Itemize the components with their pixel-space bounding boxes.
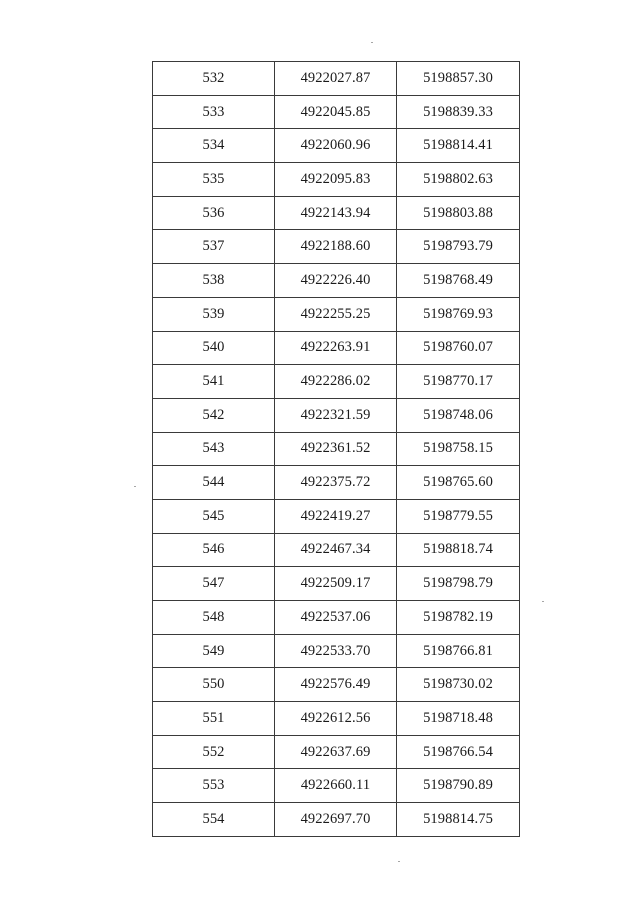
y-coordinate-cell: 5198818.74 [397, 533, 520, 567]
point-number-cell: 554 [153, 803, 275, 837]
x-coordinate-cell: 4922361.52 [275, 432, 397, 466]
table-row [153, 601, 520, 635]
table-row [153, 297, 520, 331]
x-coordinate-cell: 4922637.69 [275, 735, 397, 769]
y-coordinate-cell: 5198768.49 [397, 264, 520, 298]
point-number-cell: 547 [153, 567, 275, 601]
table-row [153, 62, 520, 96]
x-coordinate-cell: 4922255.25 [275, 297, 397, 331]
table-row [153, 769, 520, 803]
y-coordinate-cell: 5198802.63 [397, 163, 520, 197]
point-number-cell: 551 [153, 702, 275, 736]
y-coordinate-cell: 5198793.79 [397, 230, 520, 264]
x-coordinate-cell: 4922027.87 [275, 62, 397, 96]
x-coordinate-cell: 4922537.06 [275, 601, 397, 635]
point-number-cell: 533 [153, 95, 275, 129]
x-coordinate-cell: 4922533.70 [275, 634, 397, 668]
x-coordinate-cell: 4922286.02 [275, 365, 397, 399]
point-number-cell: 535 [153, 163, 275, 197]
y-coordinate-cell: 5198803.88 [397, 196, 520, 230]
x-coordinate-cell: 4922467.34 [275, 533, 397, 567]
y-coordinate-cell: 5198857.30 [397, 62, 520, 96]
x-coordinate-cell: 4922226.40 [275, 264, 397, 298]
x-coordinate-cell: 4922576.49 [275, 668, 397, 702]
y-coordinate-cell: 5198730.02 [397, 668, 520, 702]
point-number-cell: 552 [153, 735, 275, 769]
coordinate-table [152, 61, 520, 837]
y-coordinate-cell: 5198766.54 [397, 735, 520, 769]
x-coordinate-cell: 4922060.96 [275, 129, 397, 163]
y-coordinate-cell: 5198782.19 [397, 601, 520, 635]
point-number-cell: 532 [153, 62, 275, 96]
scan-speck [371, 42, 373, 43]
table-row [153, 533, 520, 567]
table-row [153, 129, 520, 163]
point-number-cell: 542 [153, 398, 275, 432]
point-number-cell: 534 [153, 129, 275, 163]
table-row [153, 331, 520, 365]
point-number-cell: 539 [153, 297, 275, 331]
point-number-cell: 548 [153, 601, 275, 635]
point-number-cell: 549 [153, 634, 275, 668]
table-row [153, 702, 520, 736]
y-coordinate-cell: 5198839.33 [397, 95, 520, 129]
point-number-cell: 553 [153, 769, 275, 803]
y-coordinate-cell: 5198770.17 [397, 365, 520, 399]
y-coordinate-cell: 5198765.60 [397, 466, 520, 500]
table-row [153, 567, 520, 601]
table-row [153, 432, 520, 466]
x-coordinate-cell: 4922321.59 [275, 398, 397, 432]
table-row [153, 230, 520, 264]
x-coordinate-cell: 4922263.91 [275, 331, 397, 365]
table-row [153, 196, 520, 230]
scan-speck [398, 861, 400, 862]
table-row [153, 264, 520, 298]
point-number-cell: 536 [153, 196, 275, 230]
point-number-cell: 541 [153, 365, 275, 399]
point-number-cell: 538 [153, 264, 275, 298]
x-coordinate-cell: 4922375.72 [275, 466, 397, 500]
y-coordinate-cell: 5198718.48 [397, 702, 520, 736]
x-coordinate-cell: 4922045.85 [275, 95, 397, 129]
y-coordinate-cell: 5198798.79 [397, 567, 520, 601]
point-number-cell: 544 [153, 466, 275, 500]
y-coordinate-cell: 5198814.75 [397, 803, 520, 837]
y-coordinate-cell: 5198779.55 [397, 499, 520, 533]
table-row [153, 668, 520, 702]
point-number-cell: 543 [153, 432, 275, 466]
table-row [153, 499, 520, 533]
point-number-cell: 537 [153, 230, 275, 264]
x-coordinate-cell: 4922419.27 [275, 499, 397, 533]
table-row [153, 803, 520, 837]
scan-speck [542, 601, 544, 602]
point-number-cell: 546 [153, 533, 275, 567]
table-row [153, 398, 520, 432]
x-coordinate-cell: 4922612.56 [275, 702, 397, 736]
x-coordinate-cell: 4922697.70 [275, 803, 397, 837]
table-row [153, 466, 520, 500]
point-number-cell: 540 [153, 331, 275, 365]
table-row [153, 95, 520, 129]
x-coordinate-cell: 4922188.60 [275, 230, 397, 264]
table-row [153, 163, 520, 197]
y-coordinate-cell: 5198814.41 [397, 129, 520, 163]
table-row [153, 634, 520, 668]
scan-speck [134, 486, 136, 487]
table-row [153, 735, 520, 769]
y-coordinate-cell: 5198758.15 [397, 432, 520, 466]
x-coordinate-cell: 4922509.17 [275, 567, 397, 601]
point-number-cell: 550 [153, 668, 275, 702]
y-coordinate-cell: 5198766.81 [397, 634, 520, 668]
y-coordinate-cell: 5198748.06 [397, 398, 520, 432]
y-coordinate-cell: 5198769.93 [397, 297, 520, 331]
table-row [153, 365, 520, 399]
x-coordinate-cell: 4922660.11 [275, 769, 397, 803]
point-number-cell: 545 [153, 499, 275, 533]
coordinate-table-body [153, 62, 520, 837]
y-coordinate-cell: 5198790.89 [397, 769, 520, 803]
x-coordinate-cell: 4922143.94 [275, 196, 397, 230]
x-coordinate-cell: 4922095.83 [275, 163, 397, 197]
y-coordinate-cell: 5198760.07 [397, 331, 520, 365]
